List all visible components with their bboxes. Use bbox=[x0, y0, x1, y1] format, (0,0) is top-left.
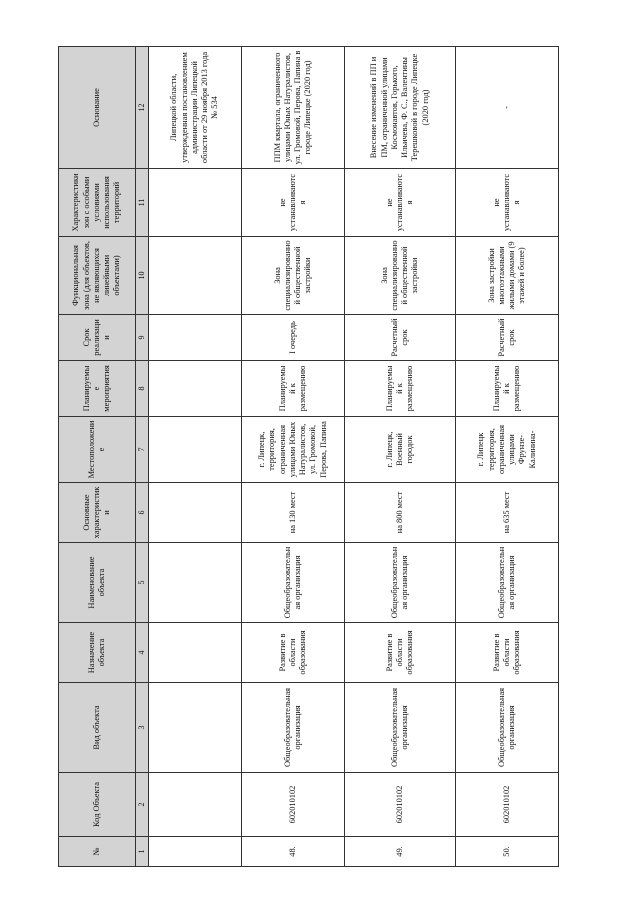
header-term: Срок реализации bbox=[59, 315, 136, 361]
row-no: 49. bbox=[345, 837, 456, 867]
column-number: 3 bbox=[136, 683, 149, 773]
row-characteristics: на 130 мест bbox=[242, 483, 345, 543]
row-type: Общеобразовательная организация bbox=[345, 683, 456, 773]
row-planned: Планируемый к размещению bbox=[456, 361, 559, 417]
row-planned: Планируемый к размещению bbox=[345, 361, 456, 417]
row-purpose: Развитие в области образования bbox=[345, 623, 456, 683]
row-type: Общеобразовательная организация bbox=[456, 683, 559, 773]
header-location: Местоположение bbox=[59, 417, 136, 483]
row-code: 602010102 bbox=[242, 773, 345, 837]
table-cell bbox=[149, 315, 242, 361]
row-name: Общеобразовательная организация bbox=[456, 543, 559, 623]
row-location: г. Липецк, территория, ограниченная улицами Юных Натуралистов, ул. Громовой, Перова, Папина bbox=[242, 417, 345, 483]
row-characteristics: на 635 мест bbox=[456, 483, 559, 543]
header-code: Код Объекта bbox=[59, 773, 136, 837]
row-code: 602010102 bbox=[456, 773, 559, 837]
row-term: I очередь bbox=[242, 315, 345, 361]
row-zou: не устанавливаются bbox=[456, 169, 559, 237]
row-name: Общеобразовательная организация bbox=[345, 543, 456, 623]
column-number: 11 bbox=[136, 169, 149, 237]
header-zone: Функциональная зона (для объектов, не являющихся линейными объектами) bbox=[59, 237, 136, 315]
column-number: 5 bbox=[136, 543, 149, 623]
row-location: г. Липецк, Военный городок bbox=[345, 417, 456, 483]
header-zou: Характеристики зон с особыми условиями использования территорий bbox=[59, 169, 136, 237]
rotated-table-wrapper bbox=[58, 47, 537, 867]
row-term: Расчетный срок bbox=[456, 315, 559, 361]
header-name: Наименование объекта bbox=[59, 543, 136, 623]
table-cell bbox=[149, 237, 242, 315]
row-basis: Внесение изменений в ПП и ПМ, ограниченной улицами Космонавтов, Горького, Ильичева, Ф. С., Валентины Терешковой в городе Липецке (2020 год) bbox=[345, 47, 456, 169]
table-cell bbox=[149, 169, 242, 237]
table-cell bbox=[149, 683, 242, 773]
row-purpose: Развитие в области образования bbox=[242, 623, 345, 683]
column-number: 12 bbox=[136, 47, 149, 169]
row-zone: Зона застройки многоэтажными жилыми домами (9 этажей и более) bbox=[456, 237, 559, 315]
column-number: 6 bbox=[136, 483, 149, 543]
table-cell bbox=[149, 773, 242, 837]
table-cell bbox=[149, 543, 242, 623]
column-number: 8 bbox=[136, 361, 149, 417]
table-cell bbox=[149, 361, 242, 417]
row-zou: не устанавливаются bbox=[345, 169, 456, 237]
column-number-row bbox=[136, 47, 149, 867]
row-code: 602010102 bbox=[345, 773, 456, 837]
planned-objects-table bbox=[58, 46, 559, 867]
row-no: 48. bbox=[242, 837, 345, 867]
table-cell bbox=[149, 483, 242, 543]
header-row bbox=[59, 47, 136, 867]
row-term: Расчетный срок bbox=[345, 315, 456, 361]
column-number: 1 bbox=[136, 837, 149, 867]
row-zone: Зона специализированной общественной застройки bbox=[242, 237, 345, 315]
header-basis: Основание bbox=[59, 47, 136, 169]
header-purpose: Назначение объекта bbox=[59, 623, 136, 683]
row-name: Общеобразовательная организация bbox=[242, 543, 345, 623]
row-zone: Зона специализированной общественной застройки bbox=[345, 237, 456, 315]
row-location: г. Липецк территория, ограниченная улицами Фрунзе-Калинина- bbox=[456, 417, 559, 483]
row-characteristics: на 800 мест bbox=[345, 483, 456, 543]
row-purpose: Развитие в области образования bbox=[456, 623, 559, 683]
table-row bbox=[456, 47, 559, 867]
table-row bbox=[242, 47, 345, 867]
row-zou: не устанавливаются bbox=[242, 169, 345, 237]
continued-basis-cell: Липецкой области, утвержденная постановлением администрации Липецкой области от 29 ноября 2013 года № 534 bbox=[149, 47, 242, 169]
column-number: 10 bbox=[136, 237, 149, 315]
row-type: Общеобразовательная организация bbox=[242, 683, 345, 773]
header-type: Вид объекта bbox=[59, 683, 136, 773]
table-row bbox=[345, 47, 456, 867]
continued-row bbox=[149, 47, 242, 867]
row-no: 50. bbox=[456, 837, 559, 867]
row-basis: ППМ квартала, ограниченного улицами Юных Натуралистов, ул. Громовой, Перова, Папина в городе Липецке (2020 год) bbox=[242, 47, 345, 169]
column-number: 7 bbox=[136, 417, 149, 483]
row-planned: Планируемый к размещению bbox=[242, 361, 345, 417]
header-characteristics: Основные характеристики bbox=[59, 483, 136, 543]
table-cell bbox=[149, 837, 242, 867]
header-planned: Планируемые мероприятия bbox=[59, 361, 136, 417]
table-cell bbox=[149, 623, 242, 683]
column-number: 2 bbox=[136, 773, 149, 837]
header-no: № bbox=[59, 837, 136, 867]
column-number: 9 bbox=[136, 315, 149, 361]
table-cell bbox=[149, 417, 242, 483]
column-number: 4 bbox=[136, 623, 149, 683]
row-basis: - bbox=[456, 47, 559, 169]
